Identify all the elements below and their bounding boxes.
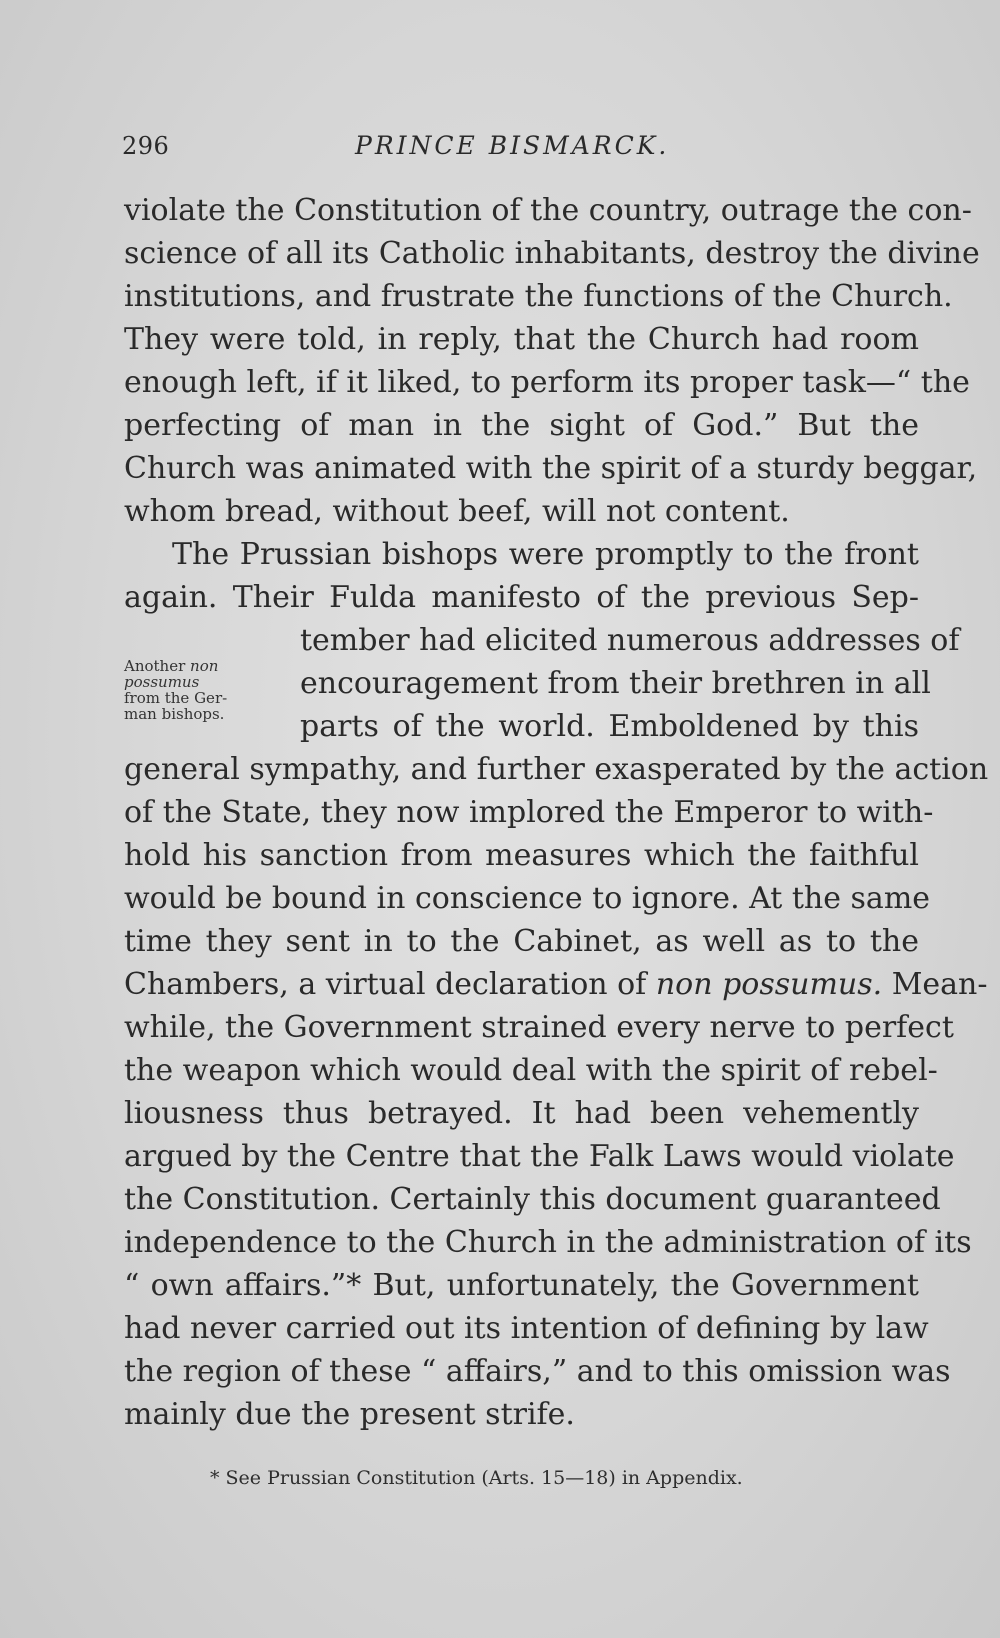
text-line: argued by the Centre that the Falk Laws would violate [124,1139,955,1174]
text-line: They were told, in reply, that the Church had room [124,322,919,357]
text-segment: Mean- [891,967,988,1002]
text-line: tember had elicited numerous addresses of [300,623,960,658]
text-line: mainly due the present strife. [124,1397,575,1432]
text-line [124,967,988,1003]
text-line: general sympathy, and further exasperated by the action [124,752,989,787]
text-line: violate the Constitution of the country, outrage the con- [124,193,972,228]
text-line: The Prussian bishops were promptly to the front [172,537,919,572]
text-line: again. Their Fulda manifesto of the previous Sep- [124,580,919,615]
text-line: science of all its Catholic inhabitants, destroy the divine [124,236,980,271]
margin-note [124,658,274,722]
margin-note-line: Another non [124,657,219,675]
margin-note-line: from the Ger- [124,689,228,707]
text-line: hold his sanction from measures which the faithful [124,838,919,873]
text-line: enough left, if it liked, to perform its proper task—“ the [124,365,970,400]
text-line: while, the Government strained every nerve to perfect [124,1010,954,1045]
running-head: PRINCE BISMARCK. [355,131,670,160]
text-line: of the State, they now implored the Emperor to with- [124,795,934,830]
footnote: * See Prussian Constitution (Arts. 15—18) in Appendix. [210,1467,743,1489]
page-number: 296 [122,132,170,160]
text-line: “ own affairs.”* But, unfortunately, the Government [124,1268,919,1303]
italic-phrase: non possumus. [655,967,883,1002]
text-line: independence to the Church in the administration of its [124,1225,972,1260]
text-line: parts of the world. Emboldened by this [300,709,919,744]
text-line: the region of these “ affairs,” and to this omission was [124,1354,951,1389]
text-line: the weapon which would deal with the spirit of rebel- [124,1053,938,1088]
text-line: time they sent in to the Cabinet, as well as to the [124,924,919,959]
text-line: whom bread, without beef, will not content. [124,494,790,529]
text-line: would be bound in conscience to ignore. At the same [124,881,931,916]
text-line: liousness thus betrayed. It had been vehemently [124,1096,919,1131]
text-line: encouragement from their brethren in all [300,666,931,701]
margin-note-line: man bishops. [124,705,225,723]
margin-note-line: possumus [124,673,200,691]
text-line: institutions, and frustrate the functions of the Church. [124,279,953,314]
text-line: perfecting of man in the sight of God.” But the [124,408,919,443]
text-line: the Constitution. Certainly this document guaranteed [124,1182,941,1217]
text-line: Church was animated with the spirit of a sturdy beggar, [124,451,978,486]
text-line: had never carried out its intention of defining by law [124,1311,929,1346]
text-segment: Chambers, a virtual declaration of [124,967,647,1002]
